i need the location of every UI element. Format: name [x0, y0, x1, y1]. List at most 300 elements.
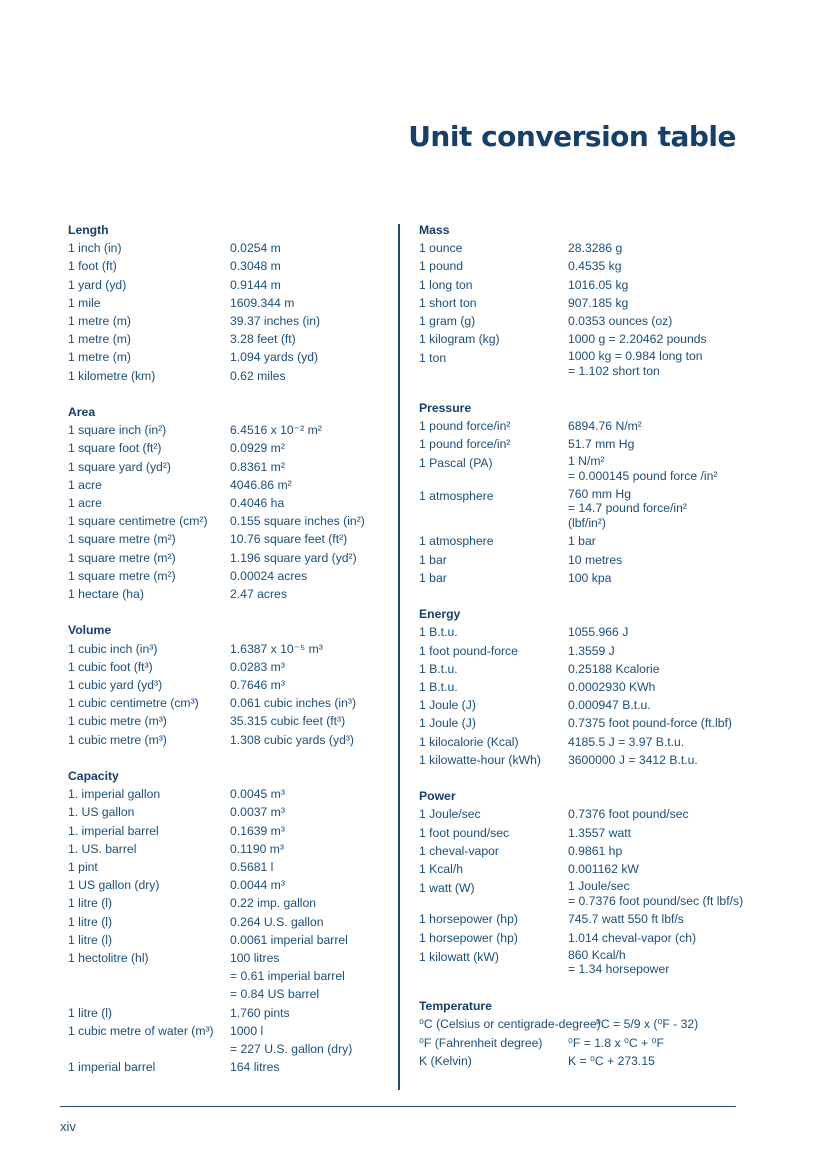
value-line: 0.000947 B.t.u.: [568, 698, 651, 713]
unit-value: [568, 417, 749, 435]
unit-label: 1 pound: [419, 259, 464, 274]
value-line: 1.6387 x 10⁻⁵ m³: [230, 641, 323, 656]
unit-value: [230, 585, 388, 603]
unit-label: 1 kilogram (kg): [419, 332, 500, 347]
unit-label: 1 metre (m): [68, 332, 131, 347]
conversion-row: [68, 367, 388, 385]
section-heading: Mass: [419, 223, 450, 237]
unit-label: 1 Joule (J): [419, 698, 476, 713]
unit-value: [568, 948, 749, 977]
unit-label: 1 bar: [419, 570, 447, 585]
unit-value: [230, 421, 388, 439]
footer-rule: [60, 1106, 736, 1107]
column-divider: [398, 224, 400, 1090]
value-line: 100 litres: [230, 951, 280, 966]
value-line: 2.47 acres: [230, 587, 287, 602]
left-column: [68, 221, 388, 1095]
conversion-row: [68, 731, 388, 749]
unit-label: 1 kilowatte-hour (kWh): [419, 752, 541, 767]
value-line: 1016.05 kg: [568, 277, 629, 292]
unit-value: [230, 803, 388, 821]
value-line: 0.62 miles: [230, 368, 286, 383]
section-heading: Capacity: [68, 769, 119, 784]
unit-value: [230, 676, 388, 694]
conversion-row: [419, 435, 749, 453]
unit-value: [230, 476, 388, 494]
conversion-row: [419, 348, 749, 380]
value-line: 907.185 kg: [568, 295, 629, 310]
unit-label: 1 cubic yard (yd³): [68, 678, 163, 693]
unit-value: [568, 910, 749, 928]
unit-value: [230, 1022, 388, 1040]
unit-label: 1 square metre (m²): [68, 550, 176, 565]
unit-label: 1 foot pound-force: [419, 643, 518, 658]
unit-value: [230, 530, 388, 548]
section-heading: Temperature: [419, 999, 492, 1014]
value-line: 0.0283 m³: [230, 659, 285, 674]
value-line: 1.3559 J: [568, 643, 615, 658]
unit-label: 1. imperial barrel: [68, 823, 159, 838]
unit-label: 1 short ton: [419, 295, 477, 310]
section-length: [68, 221, 388, 385]
value-line: 1 Joule/sec: [568, 879, 630, 894]
value-line: 0.0254 m: [230, 241, 281, 256]
unit-label: 1 acre: [68, 477, 102, 492]
unit-value: [568, 733, 749, 751]
unit-value: [568, 435, 749, 453]
unit-value: [230, 785, 388, 803]
value-line: 0.0929 m²: [230, 441, 285, 456]
unit-value: [230, 330, 388, 348]
value-line: 0.0044 m³: [230, 878, 285, 893]
unit-value: [230, 712, 388, 730]
conversion-row: [419, 294, 749, 312]
conversion-row: [419, 417, 749, 435]
unit-value: [230, 567, 388, 585]
conversion-row: [419, 1052, 749, 1070]
conversion-row: [68, 421, 388, 439]
value-line: 1609.344 m: [230, 295, 295, 310]
value-line: 0.22 imp. gallon: [230, 896, 317, 911]
conversion-row: [419, 569, 749, 587]
unit-label: 1 acre: [68, 496, 102, 511]
value-line: 860 Kcal/h: [568, 947, 626, 962]
conversion-row: [68, 294, 388, 312]
unit-label: 1 square metre (m²): [68, 532, 176, 547]
conversion-row: [68, 312, 388, 330]
value-line: 1 N/m²: [568, 454, 605, 469]
section-heading: Volume: [68, 623, 112, 638]
conversion-row: [68, 439, 388, 457]
unit-value: [230, 367, 388, 385]
unit-label: 1 hectare (ha): [68, 587, 144, 602]
conversion-row: [419, 532, 749, 550]
section-heading: Pressure: [419, 400, 472, 415]
value-line: 0.3048 m: [230, 259, 281, 274]
conversion-row: [419, 330, 749, 348]
unit-label: 1 hectolitre (hl): [68, 951, 149, 966]
unit-value: [230, 840, 388, 858]
unit-value: [568, 239, 749, 257]
value-line: 0.7376 foot pound/sec: [568, 807, 689, 822]
unit-value: [568, 487, 749, 531]
unit-value: [230, 458, 388, 476]
unit-value: [230, 1004, 388, 1022]
conversion-row: [68, 1058, 388, 1076]
unit-label: 1 foot (ft): [68, 259, 117, 274]
unit-label: 1 ounce: [419, 241, 463, 256]
conversion-row: [419, 660, 749, 678]
section-capacity: [68, 767, 388, 1076]
unit-value: [230, 439, 388, 457]
conversion-row: [419, 551, 749, 569]
section-heading: Area: [68, 405, 96, 420]
value-line: 6.4516 x 10⁻² m²: [230, 423, 322, 438]
conversion-row: [419, 947, 749, 979]
conversion-row: [68, 348, 388, 366]
conversion-row: [68, 894, 388, 912]
unit-value: [568, 678, 749, 696]
section-area: [68, 403, 388, 603]
conversion-row: [68, 1004, 388, 1022]
conversion-row: [419, 1015, 749, 1033]
section-temperature: [419, 997, 749, 1070]
unit-value: [230, 1040, 388, 1058]
unit-label: 1 kilometre (km): [68, 368, 156, 383]
conversion-row: [419, 714, 749, 732]
conversion-row: [68, 330, 388, 348]
unit-value: [568, 751, 749, 769]
value-line: = 0.61 imperial barrel: [230, 969, 345, 984]
unit-value: [230, 512, 388, 530]
unit-value: [568, 805, 749, 823]
conversion-row: [68, 494, 388, 512]
unit-value: [568, 294, 749, 312]
unit-value: [230, 894, 388, 912]
unit-label: 1 square inch (in²): [68, 423, 167, 438]
unit-value: [230, 949, 388, 967]
unit-label: 1. US gallon: [68, 805, 135, 820]
conversion-row: [68, 931, 388, 949]
conversion-row: [68, 712, 388, 730]
unit-value: [568, 276, 749, 294]
conversion-row: [68, 822, 388, 840]
value-line: ⁰C = 5/9 x (⁰F - 32): [596, 1017, 699, 1032]
value-line: 3600000 J = 3412 B.t.u.: [568, 752, 698, 767]
unit-label: 1 kilocalorie (Kcal): [419, 734, 519, 749]
unit-value: [568, 532, 749, 550]
value-line: 4046.86 m²: [230, 477, 292, 492]
conversion-row: [419, 642, 749, 660]
unit-label: 1 Joule (J): [419, 716, 476, 731]
unit-label: 1 cubic metre (m³): [68, 714, 167, 729]
section-power: [419, 787, 749, 979]
unit-label: 1 Joule/sec: [419, 807, 481, 822]
unit-label: K (Kelvin): [419, 1053, 472, 1068]
conversion-row: [419, 1034, 749, 1052]
unit-label: 1 mile: [68, 295, 101, 310]
value-line: 10 metres: [568, 552, 623, 567]
conversion-row: [68, 476, 388, 494]
unit-label: 1 litre (l): [68, 896, 113, 911]
value-line: 0.00024 acres: [230, 568, 308, 583]
unit-value: [230, 294, 388, 312]
conversion-row: [419, 805, 749, 823]
unit-label: 1 pound force/in²: [419, 437, 511, 452]
unit-label: 1 horsepower (hp): [419, 912, 518, 927]
section-volume: [68, 621, 388, 748]
conversion-row: [68, 257, 388, 275]
unit-value: [568, 714, 749, 732]
value-line: 745.7 watt 550 ft lbf/s: [568, 912, 684, 927]
conversion-row: [419, 824, 749, 842]
unit-value: [568, 623, 749, 641]
unit-value: [230, 239, 388, 257]
conversion-row: [419, 678, 749, 696]
unit-label: 1 kilowatt (kW): [419, 949, 499, 964]
value-line: 1055.966 J: [568, 625, 629, 640]
conversion-row: [68, 549, 388, 567]
value-line: 1.308 cubic yards (yd³): [230, 732, 354, 747]
unit-label: 1 long ton: [419, 277, 473, 292]
value-line: 0.264 U.S. gallon: [230, 914, 324, 929]
unit-value: [230, 876, 388, 894]
conversion-row: [68, 1022, 388, 1040]
conversion-row: [68, 640, 388, 658]
value-line: K = ⁰C + 273.15: [568, 1053, 655, 1068]
unit-label: 1 square metre (m²): [68, 568, 176, 583]
conversion-row: [419, 842, 749, 860]
value-line: ⁰F = 1.8 x ⁰C + ⁰F: [568, 1035, 664, 1050]
unit-value: [568, 879, 749, 908]
unit-value: [230, 731, 388, 749]
conversion-row: [68, 785, 388, 803]
value-line: 0.001162 kW: [568, 862, 639, 876]
unit-label: 1 watt (W): [419, 881, 475, 896]
unit-value: [230, 494, 388, 512]
unit-value: [596, 1015, 749, 1033]
value-line: 1000 kg = 0.984 long ton: [568, 349, 703, 364]
conversion-row: [419, 453, 749, 485]
unit-value: [230, 640, 388, 658]
conversion-row: [419, 733, 749, 751]
unit-value: [230, 348, 388, 366]
value-line: 10.76 square feet (ft²): [230, 532, 348, 547]
value-line: 0.25188 Kcalorie: [568, 661, 660, 676]
value-line: 0.0353 ounces (oz): [568, 314, 673, 329]
value-line: 164 litres: [230, 1060, 280, 1075]
unit-label: 1 atmosphere: [419, 488, 494, 503]
value-line: 1.196 square yard (yd²): [230, 550, 357, 565]
unit-label: 1 cheval-vapor: [419, 843, 499, 858]
conversion-row: [68, 803, 388, 821]
unit-value: [230, 931, 388, 949]
conversion-row: [68, 567, 388, 585]
value-line: 1.014 cheval-vapor (ch): [568, 930, 697, 945]
unit-label: 1 square foot (ft²): [68, 441, 162, 456]
conversion-row: [68, 1040, 388, 1058]
unit-value: [230, 658, 388, 676]
unit-label: 1 B.t.u.: [419, 661, 458, 676]
unit-label: 1 cubic inch (in³): [68, 641, 158, 656]
unit-label: 1 atmosphere: [419, 534, 494, 549]
unit-value: [230, 822, 388, 840]
unit-label: 1 litre (l): [68, 914, 113, 929]
value-line: 1.760 pints: [230, 1005, 290, 1020]
value-line: 1 bar: [568, 534, 596, 549]
unit-label: 1 horsepower (hp): [419, 930, 518, 945]
value-line: 0.5681 l: [230, 860, 274, 875]
value-line: 0.1639 m³: [230, 823, 285, 838]
conversion-row: [68, 840, 388, 858]
conversion-row: [68, 585, 388, 603]
unit-value: [230, 694, 388, 712]
unit-value: [230, 549, 388, 567]
value-line: 0.0045 m³: [230, 787, 285, 802]
unit-value: [568, 842, 749, 860]
unit-label: 1 foot pound/sec: [419, 825, 510, 840]
page-title: Unit conversion table: [408, 120, 736, 153]
conversion-row: [68, 239, 388, 257]
unit-value: [568, 1052, 749, 1070]
unit-value: [568, 660, 749, 678]
unit-label: 1 US gallon (dry): [68, 878, 160, 893]
unit-label: 1 gram (g): [419, 314, 476, 329]
unit-label: 1 B.t.u.: [419, 625, 458, 640]
unit-label: 1 cubic metre (m³): [68, 732, 167, 747]
conversion-row: [68, 858, 388, 876]
value-line: 0.0037 m³: [230, 805, 285, 820]
unit-label: 1 Pascal (PA): [419, 456, 493, 471]
unit-label: 1 litre (l): [68, 1005, 113, 1020]
value-line: 0.061 cubic inches (in³): [230, 696, 356, 711]
conversion-row: [68, 512, 388, 530]
unit-value: [568, 642, 749, 660]
conversion-row: [68, 949, 388, 967]
conversion-row: [419, 751, 749, 769]
section-energy: [419, 605, 749, 769]
value-line: = 1.102 short ton: [568, 364, 660, 379]
value-line: 0.7646 m³: [230, 678, 285, 693]
unit-label: 1 bar: [419, 552, 447, 567]
unit-label: 1 litre (l): [68, 932, 113, 947]
unit-label: 1 pound force/in²: [419, 419, 511, 433]
unit-label: 1 square centimetre (cm²): [68, 514, 208, 529]
conversion-row: [419, 239, 749, 257]
value-line: 0.1190 m³: [230, 841, 284, 856]
unit-label: 1 imperial barrel: [68, 1060, 156, 1075]
conversion-row: [419, 696, 749, 714]
conversion-row: [419, 312, 749, 330]
unit-label: 1. US. barrel: [68, 841, 137, 856]
unit-label: 1. imperial gallon: [68, 787, 161, 802]
section-heading: Energy: [419, 607, 461, 622]
section-pressure: [419, 399, 749, 587]
value-line: 39.37 inches (in): [230, 314, 321, 329]
value-line: = 0.7376 foot pound/sec (ft lbf/s): [568, 893, 744, 908]
unit-label: 1 pint: [68, 860, 98, 875]
conversion-row: [419, 910, 749, 928]
unit-value: [230, 312, 388, 330]
unit-value: [230, 1058, 388, 1076]
unit-value: [230, 913, 388, 931]
unit-value: [230, 985, 388, 1003]
value-line: = 0.000145 pound force /in²: [568, 469, 718, 483]
unit-value: [568, 454, 749, 483]
section-mass: [419, 221, 749, 381]
value-line: 1.3557 watt: [568, 825, 632, 840]
unit-value: [568, 824, 749, 842]
value-line: (lbf/in²): [568, 515, 606, 530]
value-line: 100 kpa: [568, 570, 612, 585]
unit-value: [568, 349, 749, 378]
unit-label: ⁰C (Celsius or centigrade-degree): [419, 1017, 601, 1032]
value-line: 3.28 feet (ft): [230, 332, 296, 347]
conversion-row: [419, 486, 749, 533]
value-line: 0.9861 hp: [568, 843, 623, 858]
value-line: 0.8361 m²: [230, 459, 285, 474]
value-line: = 0.84 US barrel: [230, 987, 320, 1002]
value-line: 1.094 yards (yd): [230, 350, 319, 365]
unit-value: [568, 312, 749, 330]
value-line: = 227 U.S. gallon (dry): [230, 1042, 353, 1057]
unit-value: [230, 257, 388, 275]
conversion-row: [419, 878, 749, 910]
value-line: 0.9144 m: [230, 277, 281, 292]
value-line: 760 mm Hg: [568, 486, 631, 501]
value-line: = 1.34 horsepower: [568, 962, 670, 977]
conversion-row: [419, 929, 749, 947]
unit-label: 1 metre (m): [68, 314, 131, 329]
right-column: [419, 221, 749, 1088]
value-line: 51.7 mm Hg: [568, 437, 635, 452]
unit-value: [230, 967, 388, 985]
value-line: 0.0061 imperial barrel: [230, 932, 348, 947]
conversion-row: [68, 658, 388, 676]
unit-label: 1 yard (yd): [68, 277, 127, 292]
conversion-row: [419, 860, 749, 878]
conversion-row: [68, 694, 388, 712]
unit-value: [568, 551, 749, 569]
unit-value: [230, 858, 388, 876]
value-line: 28.3286 g: [568, 241, 623, 256]
unit-label: ⁰F (Fahrenheit degree): [419, 1035, 543, 1050]
page-number: xiv: [60, 1119, 76, 1134]
unit-label: [68, 1040, 230, 1058]
value-line: 1000 g = 2.20462 pounds: [568, 332, 707, 347]
unit-label: [68, 967, 230, 985]
conversion-row: [68, 985, 388, 1003]
value-line: 35.315 cubic feet (ft³): [230, 714, 346, 729]
unit-label: [68, 985, 230, 1003]
conversion-row: [68, 913, 388, 931]
unit-label: 1 square yard (yd²): [68, 459, 171, 474]
value-line: 0.7375 foot pound-force (ft.lbf): [568, 716, 732, 731]
value-line: 0.155 square inches (in²): [230, 514, 365, 529]
value-line: 0.4535 kg: [568, 259, 622, 274]
unit-label: 1 B.t.u.: [419, 679, 458, 694]
value-line: = 14.7 pound force/in²: [568, 501, 687, 516]
conversion-row: [419, 257, 749, 275]
conversion-row: [68, 530, 388, 548]
unit-label: 1 Kcal/h: [419, 862, 464, 876]
unit-label: 1 ton: [419, 351, 447, 366]
unit-label: 1 cubic foot (ft³): [68, 659, 153, 674]
conversion-row: [68, 876, 388, 894]
conversion-row: [68, 276, 388, 294]
value-line: 0.4046 ha: [230, 496, 285, 511]
value-line: 1000 l: [230, 1023, 264, 1038]
